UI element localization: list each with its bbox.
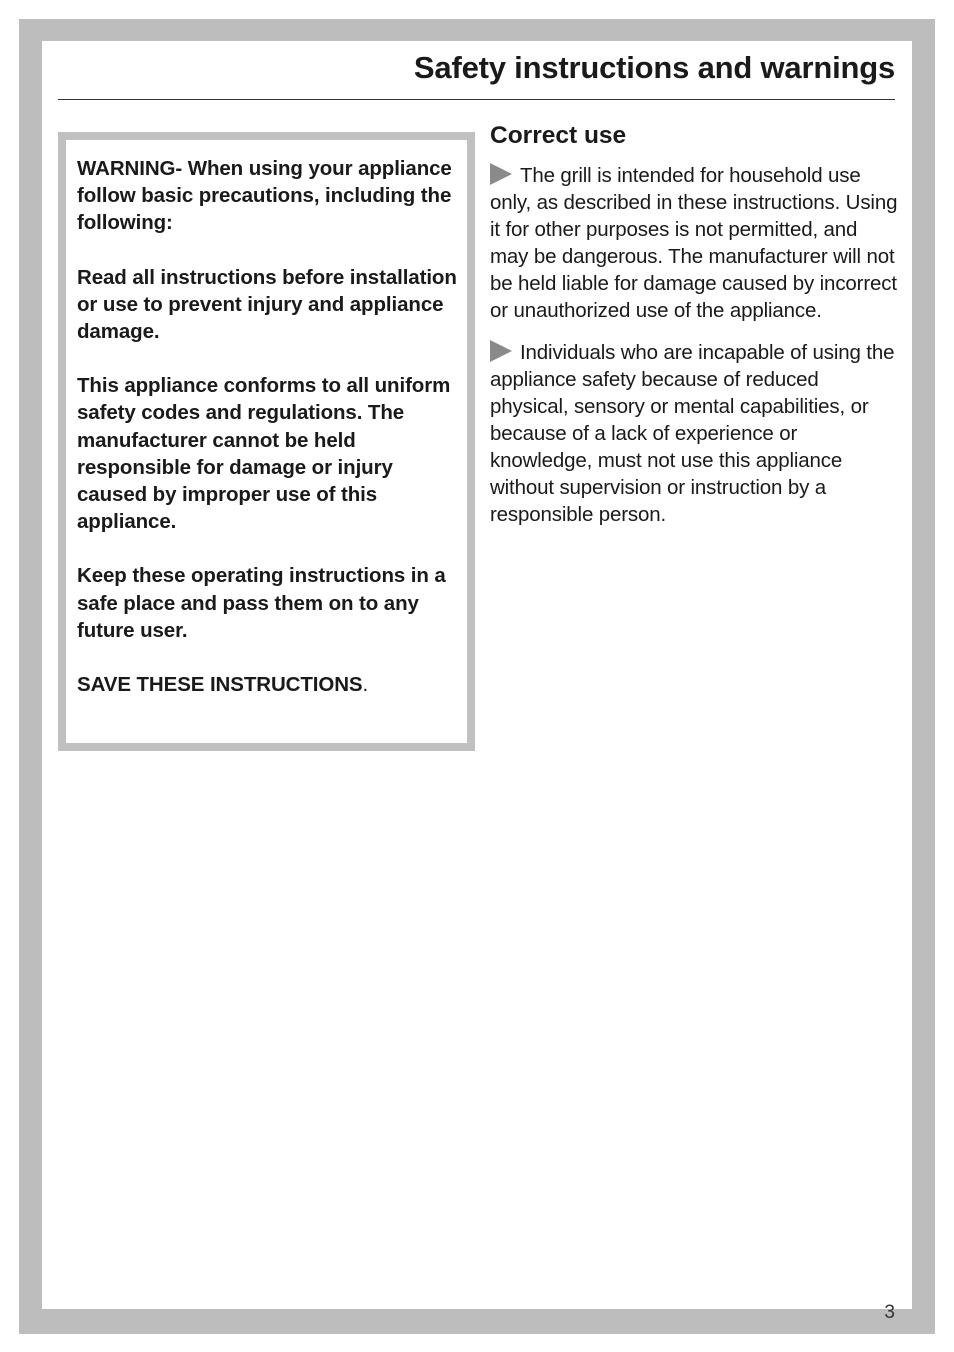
correct-use-paragraph [490, 339, 900, 529]
save-instructions [77, 671, 467, 698]
save-instructions-label: SAVE THESE INSTRUCTIONS [77, 673, 363, 697]
correct-use-section [490, 120, 900, 542]
section-heading: Correct use [490, 122, 627, 149]
warning-paragraph: Read all instructions before installation or use to prevent injury and appliance damage. [77, 265, 457, 344]
triangle-bullet-icon [490, 163, 512, 185]
page-number: 3 [884, 1302, 895, 1323]
correct-use-paragraph [490, 162, 900, 325]
correct-use-text: Individuals who are incapable of using the appliance safety because of reduced physical, sensory or mental capabilities, or because of a lack of experience or knowledge, must not use this appliance without supervision or instruction by a responsible person. [490, 340, 895, 527]
warning-paragraph: WARNING- When using your appliance follow basic precautions, including the following: [77, 157, 452, 235]
triangle-bullet-icon [490, 340, 512, 362]
save-instructions-period: . [362, 673, 369, 697]
page-title: Safety instructions and warnings [413, 50, 895, 85]
header-rule [58, 99, 895, 100]
warning-box [58, 132, 475, 751]
correct-use-text: The grill is intended for household use only, as described in these instructions. Using it for other purposes is not permitted, and may be dangerous. The manufacturer will not be held liable for damage caused by incorrect or unauthorized use of the appliance. [490, 164, 898, 323]
warning-paragraph: Keep these operating instructions in a safe place and pass them on to any future user. [77, 564, 446, 642]
warning-paragraph: This appliance conforms to all uniform safety codes and regulations. The manufacturer cannot be held responsible for damage or injury caused by improper use of this appliance. [77, 374, 451, 534]
